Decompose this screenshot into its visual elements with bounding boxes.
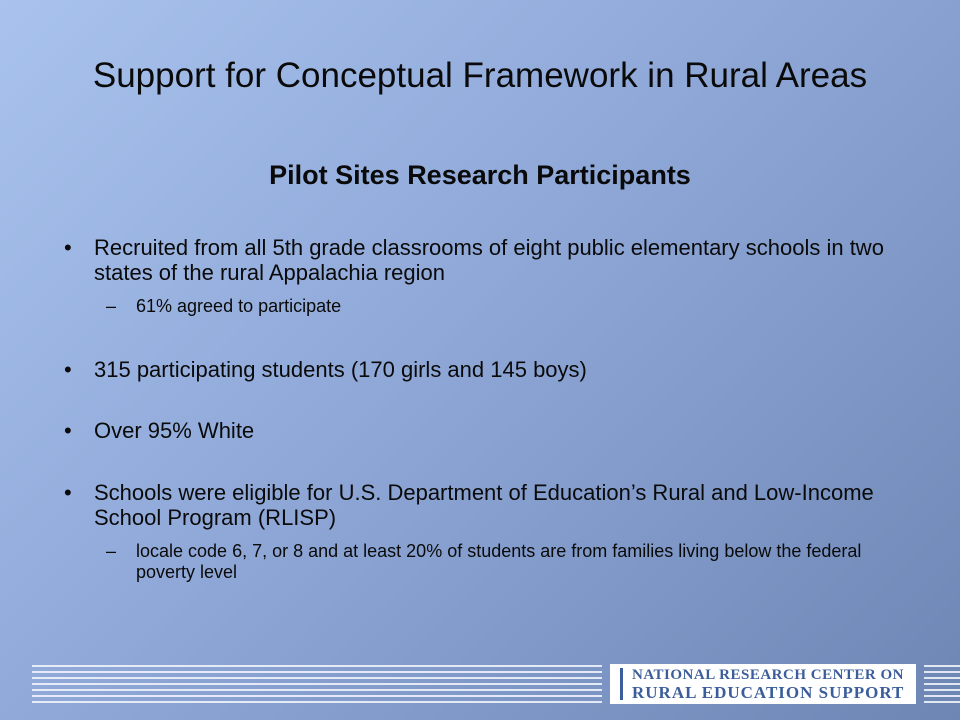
bullet-item-demographics	[64, 418, 904, 443]
bullet-text: Recruited from all 5th grade classrooms of eight public elementary schools in two states of the rural Appalachia region	[94, 235, 884, 285]
dash-icon: –	[106, 541, 117, 561]
bullet-text: Schools were eligible for U.S. Department of Education’s Rural and Low-Income School Program (RLISP)	[94, 480, 874, 530]
bullet-text: Over 95% White	[94, 418, 255, 443]
slide-subtitle: Pilot Sites Research Participants	[269, 160, 691, 190]
footer-lines-left	[32, 665, 602, 705]
sub-bullet-item	[106, 541, 866, 583]
bullet-item-recruitment	[64, 235, 904, 285]
center-logo	[610, 664, 916, 704]
bullet-dot-icon: •	[64, 235, 72, 260]
bullet-item-eligibility	[64, 480, 904, 530]
bullet-dot-icon: •	[64, 418, 72, 443]
logo-line-1: NATIONAL RESEARCH CENTER ON	[632, 667, 905, 683]
sub-bullet-text: 61% agreed to participate	[136, 296, 342, 316]
dash-icon: –	[106, 296, 117, 316]
sub-bullet-text: locale code 6, 7, or 8 and at least 20% of students are from families living below the federal poverty level	[136, 541, 862, 582]
footer-lines-right	[924, 665, 960, 705]
bullet-item-students	[64, 357, 904, 382]
bullet-dot-icon: •	[64, 480, 72, 505]
logo-line-2: RURAL EDUCATION SUPPORT	[632, 683, 905, 702]
bullet-dot-icon: •	[64, 357, 72, 382]
logo-bar	[620, 668, 623, 700]
sub-bullet-item	[106, 296, 866, 317]
slide-title: Support for Conceptual Framework in Rural Areas	[92, 56, 868, 95]
bullet-text: 315 participating students (170 girls and 145 boys)	[94, 357, 587, 382]
